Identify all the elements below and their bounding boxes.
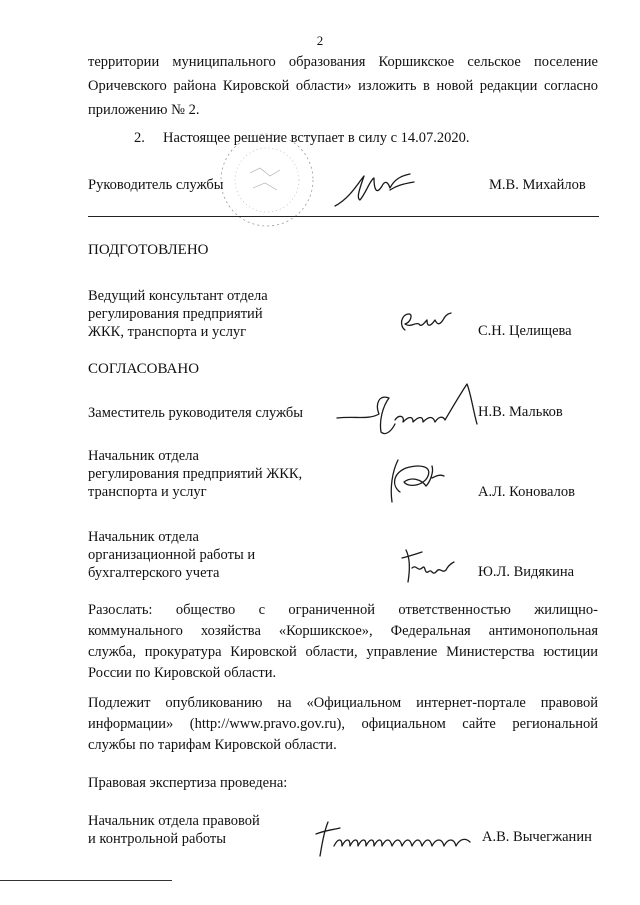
signer-name: Ю.Л. Видякина [478,564,575,580]
item-2-number: 2. [134,130,145,146]
page-number: 2 [316,33,324,48]
signer-signature [335,380,490,440]
role-line: транспорта и услуг [88,484,207,500]
role-line: Начальник отдела правовой [88,813,260,829]
legal-check-signature [312,812,482,862]
legal-check-text: Правовая экспертиза проведена: [88,775,288,791]
role-line: регулирования предприятий ЖКК, [88,466,303,482]
intro-line: территории муниципального образования Коршикское сельское поселение [88,54,598,70]
legal-check-role [88,812,260,848]
signer-signature [378,452,458,507]
distribution-line: коммунального хозяйства «Коршикское», Федеральная антимонопольная [88,623,598,639]
role-line: Ведущий консультант отдела [88,288,268,304]
distribution-line: России по Кировской области. [88,665,277,681]
role-line: Заместитель руководителя службы [88,405,304,421]
distribution-line: Разослать: общество с ограниченной ответственностью жилищно- [88,602,598,618]
intro-paragraph [88,50,598,122]
prepared-name: С.Н. Целищева [478,323,572,339]
signer-role [88,528,255,582]
signer-role [88,404,303,422]
separator-line [88,216,599,217]
role-line: бухгалтерского учета [88,565,220,581]
signer-name: Н.В. Мальков [478,404,563,420]
intro-line: Оричевского района Кировской области» изложить в новой редакции согласно [88,78,598,94]
signer-name: А.Л. Коновалов [478,484,575,500]
role-line: и контрольной работы [88,831,226,847]
distribution-paragraph [88,600,598,684]
prepared-heading: ПОДГОТОВЛЕНО [88,242,209,258]
role-line: организационной работы и [88,547,256,563]
publication-line: информации» (http://www.pravo.gov.ru), официальном сайте региональной [88,716,598,732]
signer-role [88,447,302,501]
head-signature [330,168,420,213]
agreed-heading: СОГЛАСОВАНО [88,361,200,377]
intro-line: приложению № 2. [88,102,200,118]
legal-check-name: А.В. Вычегжанин [482,829,592,845]
stamp-seal [205,128,335,238]
signer-signature [398,544,458,586]
role-line: регулирования предприятий [88,306,263,322]
head-role: Руководитель службы [88,177,224,193]
publication-line: Подлежит опубликованию на «Официальном интернет-портале правовой [88,695,598,711]
head-name: М.В. Михайлов [489,177,586,193]
role-line: Начальник отдела [88,529,199,545]
prepared-role [88,287,268,341]
publication-paragraph [88,693,598,756]
role-line: Начальник отдела [88,448,199,464]
distribution-line: служба, прокуратура Кировской области, управление Министерства юстиции [88,644,598,660]
prepared-signature [395,308,455,338]
footer-rule [0,880,172,881]
item-2-text: Настоящее решение вступает в силу с 14.07.2020. [163,130,470,146]
role-line: ЖКК, транспорта и услуг [88,324,247,340]
publication-line: службы по тарифам Кировской области. [88,737,337,753]
